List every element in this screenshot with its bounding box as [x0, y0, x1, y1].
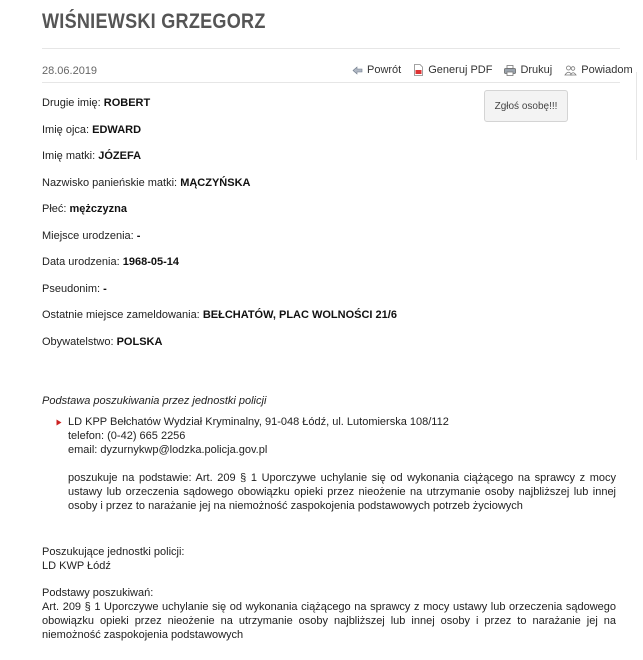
field-label: Pseudonim:	[42, 282, 101, 295]
printer-icon	[504, 65, 516, 76]
page-title: WIŚNIEWSKI GRZEGORZ	[42, 10, 266, 33]
pdf-label: Generuj PDF	[428, 64, 493, 76]
searching-units	[42, 545, 616, 573]
field-mother-name	[42, 149, 397, 176]
unit-email: email: dyzurnykwp@lodzka.policja.gov.pl	[68, 444, 268, 456]
field-value: mężczyzna	[69, 203, 128, 215]
field-sex	[42, 202, 397, 229]
field-label: Data urodzenia:	[42, 256, 120, 268]
bullet-arrow-icon	[56, 419, 62, 426]
field-father-name	[42, 123, 397, 150]
title-divider	[42, 48, 620, 49]
field-citizenship	[42, 335, 397, 362]
notify-button[interactable]	[564, 64, 632, 76]
unit-phone: telefon: (0-42) 665 2256	[68, 430, 186, 442]
field-value: EDWARD	[92, 123, 142, 136]
toolbar-divider	[42, 82, 620, 83]
pdf-icon	[413, 64, 424, 76]
field-label: Płeć:	[42, 203, 67, 215]
report-person-button[interactable]: Zgłoś osobę!!!	[484, 90, 568, 122]
field-value: -	[103, 282, 107, 295]
unit-address: LD KPP Bełchatów Wydział Kryminalny, 91-048 Łódź, ul. Lutomierska 108/112	[68, 416, 449, 428]
field-value: -	[136, 229, 141, 242]
field-mother-maiden-name	[42, 176, 397, 203]
field-middle-name	[42, 96, 397, 123]
police-unit-entry	[56, 415, 616, 513]
field-label: Drugie imię:	[42, 97, 101, 109]
field-value: POLSKA	[116, 335, 163, 348]
search-grounds-value: Art. 209 § 1 Uporczywe uchylanie się od wykonania ciążącego na sprawcy z mocy ustawy lub orzeczenia sądowego obowiązku opieki przez nieożenie na utrzymanie osoby najbliższej lub innej osoby i przez to narażanie jej na niemożność zaspokojenia podstawowych	[42, 601, 616, 641]
search-grounds-label: Podstawy poszukiwań:	[42, 587, 154, 599]
scroll-edge	[636, 72, 637, 160]
field-value: ROBERT	[103, 97, 151, 109]
basis-heading: Podstawa poszukiwania przez jednostki policji	[42, 395, 267, 407]
field-label: Miejsce urodzenia:	[42, 229, 134, 242]
personal-details	[42, 96, 397, 361]
field-label: Ostatnie miejsce zameldowania:	[42, 309, 200, 321]
searching-units-label: Poszukujące jednostki policji:	[42, 546, 185, 558]
field-value: BEŁCHATÓW, PLAC WOLNOŚCI 21/6	[202, 309, 397, 321]
back-button[interactable]	[352, 64, 401, 76]
field-alias	[42, 282, 397, 309]
field-label: Obywatelstwo:	[42, 335, 114, 348]
notify-label: Powiadom	[581, 64, 633, 76]
field-label: Imię ojca:	[42, 123, 90, 136]
field-label: Nazwisko panieńskie matki:	[42, 176, 178, 189]
field-birth-date	[42, 255, 397, 282]
back-label: Powrót	[367, 64, 402, 76]
field-value: JÓZEFA	[98, 150, 142, 162]
field-value: MĄCZYŃSKA	[180, 176, 251, 189]
action-toolbar	[352, 64, 633, 76]
users-icon	[564, 65, 577, 76]
field-birthplace	[42, 229, 397, 256]
search-grounds	[42, 586, 616, 642]
searching-units-value: LD KWP Łódź	[42, 560, 111, 572]
back-icon	[352, 65, 363, 76]
print-label: Drukuj	[520, 64, 553, 76]
field-value: 1968-05-14	[122, 256, 180, 268]
print-button[interactable]	[504, 64, 552, 76]
field-last-address	[42, 308, 397, 335]
publication-date: 28.06.2019	[42, 65, 98, 77]
unit-legal-basis: poszukuje na podstawie: Art. 209 § 1 Uporczywe uchylanie się od wykonania ciążącego na sprawcy z mocy ustawy lub orzeczenia sądowego obowiązku opieki przez nieożenie na utrzymanie osoby najbliższej lub innej osoby i przez to narażanie jej na niemożność zaspokojenia podstawowych potrzeb życiowych	[68, 472, 616, 512]
generate-pdf-button[interactable]	[413, 64, 492, 76]
field-label: Imię matki:	[42, 150, 96, 162]
